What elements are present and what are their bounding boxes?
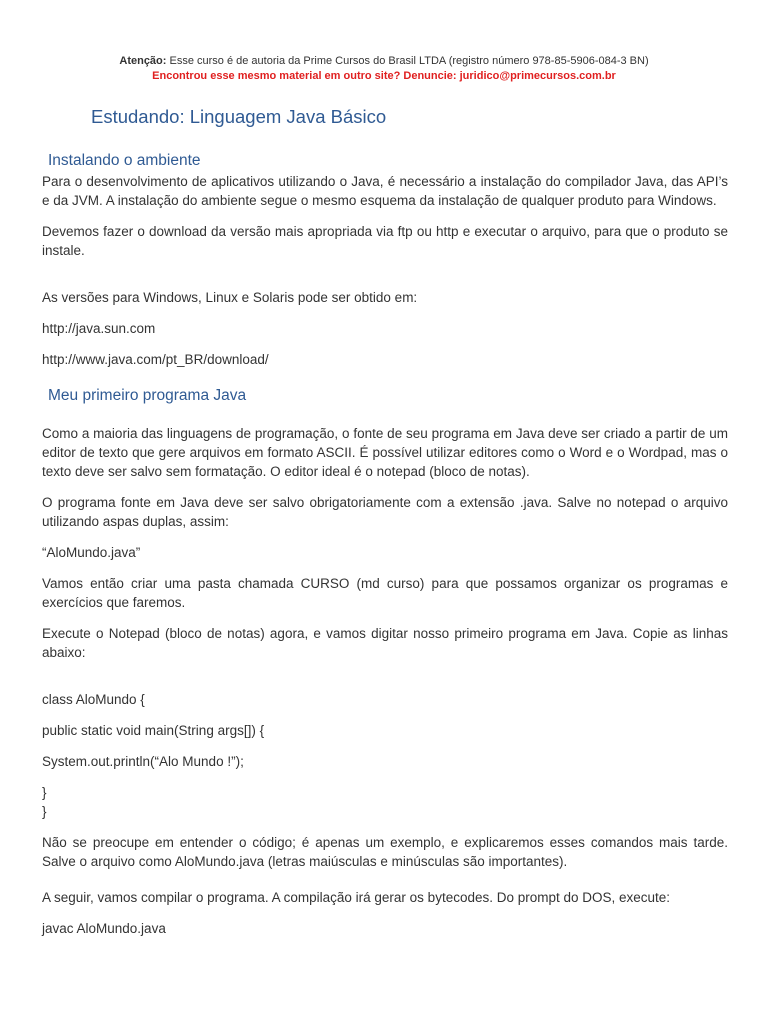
paragraph: As versões para Windows, Linux e Solaris pode ser obtido em:: [42, 290, 418, 305]
java-sun-link[interactable]: http://java.sun.com: [42, 321, 156, 336]
paragraph: Vamos então criar uma pasta chamada CURSO (md curso) para que possamos organizar os programas e exercícios que faremos.: [42, 576, 728, 610]
code-line: class AloMundo {: [42, 692, 145, 707]
section-heading-install: Instalando o ambiente: [48, 152, 201, 169]
notice-line: [0, 54, 768, 69]
code-line: }: [42, 785, 47, 800]
notice-label: Atenção:: [119, 55, 167, 67]
paragraph: O programa fonte em Java deve ser salvo obrigatoriamente com a extensão .java. Salve no notepad o arquivo utilizando aspas duplas, assim:: [42, 495, 728, 529]
code-line: }: [42, 804, 47, 819]
document-body: [42, 150, 728, 938]
paragraph: A seguir, vamos compilar o programa. A compilação irá gerar os bytecodes. Do prompt do DOS, execute:: [42, 890, 671, 905]
paragraph: Devemos fazer o download da versão mais apropriada via ftp ou http e executar o arquivo, para que o produto se instale.: [42, 224, 728, 258]
paragraph: Execute o Notepad (bloco de notas) agora, e vamos digitar nosso primeiro programa em Java. Copie as linhas abaixo:: [42, 626, 728, 660]
code-line: public static void main(String args[]) {: [42, 723, 265, 738]
code-line: javac AloMundo.java: [42, 921, 166, 936]
paragraph: “AloMundo.java”: [42, 545, 141, 560]
paragraph: Para o desenvolvimento de aplicativos utilizando o Java, é necessário a instalação do compilador Java, das API’s e da JVM. A instalação do ambiente segue o mesmo esquema da instalação de qualquer produto para Windows.: [42, 174, 728, 208]
code-line: System.out.println(“Alo Mundo !”);: [42, 754, 244, 769]
paragraph: Como a maioria das linguagens de programação, o fonte de seu programa em Java deve ser criado a partir de um editor de texto que gere arquivos em formato ASCII. É possível utilizar editores como o Word e o Wordpad, mas o texto deve ser salvo sem formatação. O editor ideal é o notepad (bloco de notas).: [42, 426, 728, 479]
copyright-notice: [0, 54, 768, 84]
notice-text: Esse curso é de autoria da Prime Cursos do Brasil LTDA (registro número 978-85-5906-084-3 BN): [166, 55, 649, 67]
paragraph: Não se preocupe em entender o código; é apenas um exemplo, e explicaremos esses comandos mais tarde. Salve o arquivo como AloMundo.java (letras maiúsculas e minúsculas são importantes).: [42, 835, 728, 869]
java-download-link[interactable]: http://www.java.com/pt_BR/download/: [42, 352, 269, 367]
page-title: Estudando: Linguagem Java Básico: [91, 106, 387, 127]
report-notice: Encontrou esse mesmo material em outro site? Denuncie: juridico@primecursos.com.br: [152, 70, 616, 82]
section-heading-first-program: Meu primeiro programa Java: [48, 387, 247, 404]
